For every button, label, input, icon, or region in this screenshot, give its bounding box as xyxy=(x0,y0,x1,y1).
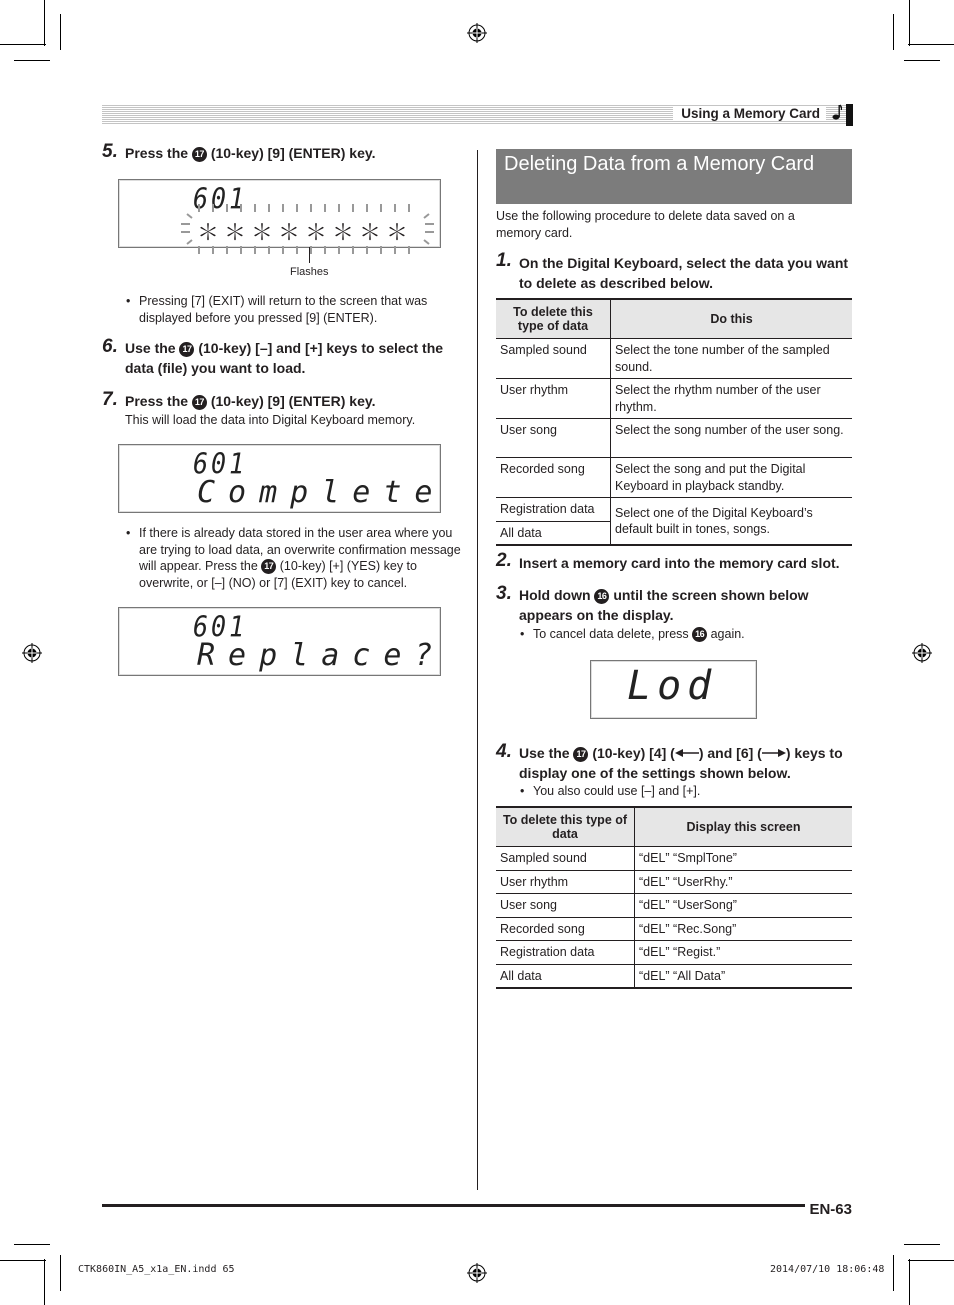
bullet-overwrite-note xyxy=(139,525,461,591)
left-arrow-icon xyxy=(675,748,699,758)
page-number: EN-63 xyxy=(805,1201,852,1218)
table-cell: Recorded song xyxy=(496,917,635,941)
table-cell: User song xyxy=(496,894,635,918)
table-cell: All data xyxy=(496,964,635,988)
bullet-text-part: If there is already data stored in the user area where you are trying to load data, an overwrite confirmation message will appear. Press the xyxy=(139,526,461,573)
table-header-row xyxy=(496,807,852,847)
footer-rule xyxy=(102,1204,852,1207)
step-text-part: Use the xyxy=(519,745,574,761)
lcd-number: 601 xyxy=(193,610,248,644)
crop-mark xyxy=(904,60,940,61)
step-text-part: Press the xyxy=(125,393,192,409)
crop-mark xyxy=(893,14,894,50)
table-cell: Sampled sound xyxy=(496,847,635,871)
button-17-icon: 17 xyxy=(573,747,588,762)
step-7-body: This will load the data into Digital Keyboard memory. xyxy=(125,413,416,427)
table-cell: User rhythm xyxy=(496,379,611,419)
crop-mark xyxy=(60,1255,61,1291)
table-row xyxy=(496,498,852,522)
delete-select-table xyxy=(496,298,852,546)
registration-mark-icon xyxy=(467,1263,487,1283)
table-cell: “dEL” “SmplTone” xyxy=(635,847,853,871)
lcd-message: Lod xyxy=(627,663,718,709)
step-number: 6. xyxy=(102,336,118,357)
step-text-part: (10-key) [–] and [+] keys to select the data (file) you want to load. xyxy=(125,340,444,376)
header-end-bar xyxy=(846,104,853,126)
table-row xyxy=(496,419,852,458)
section-intro: Use the following procedure to delete data saved on a memory card. xyxy=(496,209,795,240)
lcd-display-complete xyxy=(118,444,446,513)
step-3-text xyxy=(519,586,849,625)
bullet-text-part: again. xyxy=(707,627,745,641)
music-note-icon xyxy=(832,104,842,120)
bullet-text-part: (10-key) [+] (YES) key to overwrite, or [–] (NO) or [7] (EXIT) key to cancel. xyxy=(139,559,417,590)
lcd-display-replace xyxy=(118,607,446,676)
section-title: Deleting Data from a Memory Card xyxy=(504,153,815,175)
step-number: 7. xyxy=(102,389,118,410)
table-header: To delete this type of data xyxy=(496,299,611,339)
step-text-part: (10-key) [9] (ENTER) key. xyxy=(206,393,376,409)
crop-mark xyxy=(44,0,45,46)
step-text-part: until the screen shown below appears on the display. xyxy=(519,587,809,623)
crop-mark xyxy=(908,1260,954,1261)
table-cell: Select one of the Digital Keyboard’s default built in tones, songs. xyxy=(611,498,853,546)
registration-mark-icon xyxy=(467,23,487,43)
step-text-part: Hold down xyxy=(519,587,595,603)
step-4-text xyxy=(519,744,849,783)
button-17-icon: 17 xyxy=(261,559,276,574)
table-row xyxy=(496,917,852,941)
crop-mark xyxy=(14,60,50,61)
table-cell: Sampled sound xyxy=(496,339,611,379)
step-text-part: ) and [6] ( xyxy=(698,745,762,761)
registration-mark-icon xyxy=(912,643,932,663)
table-row xyxy=(496,964,852,988)
table-header: Display this screen xyxy=(635,807,853,847)
step-text-part: ) keys to display one of the settings shown below. xyxy=(519,745,843,781)
lcd-number: 601 xyxy=(193,447,248,481)
lcd-display-lod xyxy=(590,660,757,719)
step-2-text: Insert a memory card into the memory card slot. xyxy=(519,555,840,571)
bullet-also-use: • You also could use [–] and [+]. xyxy=(533,783,853,800)
step-number: 4. xyxy=(496,741,512,762)
table-row xyxy=(496,870,852,894)
table-cell: Select the rhythm number of the user rhythm. xyxy=(611,379,853,419)
bullet-exit-note: • Pressing [7] (EXIT) will return to the screen that was displayed before you pressed [9] (ENTER). xyxy=(139,293,457,326)
flashes-pointer xyxy=(309,247,310,263)
table-cell: Select the tone number of the sampled sound. xyxy=(611,339,853,379)
registration-mark-icon xyxy=(22,643,42,663)
crop-mark xyxy=(60,14,61,50)
bullet-cancel-delete xyxy=(533,626,853,643)
table-row xyxy=(496,379,852,419)
table-row xyxy=(496,847,852,871)
table-cell: All data xyxy=(496,521,611,545)
section-banner xyxy=(496,149,852,204)
lcd-display-flashing xyxy=(118,179,441,248)
button-16-icon: 16 xyxy=(692,627,707,642)
step-number: 1. xyxy=(496,250,512,271)
button-16-icon: 16 xyxy=(594,589,609,604)
table-cell: “dEL” “All Data” xyxy=(635,964,853,988)
crop-mark xyxy=(44,1259,45,1305)
right-arrow-icon xyxy=(762,748,786,758)
lcd-message: Replace? xyxy=(197,638,446,673)
step-text-part: (10-key) [9] (ENTER) key. xyxy=(206,145,376,161)
table-row xyxy=(496,339,852,379)
step-text-part: Press the xyxy=(125,145,192,161)
step-number: 3. xyxy=(496,583,512,604)
step-text-part: (10-key) [4] ( xyxy=(588,745,675,761)
crop-mark xyxy=(909,1259,910,1305)
step-7-text xyxy=(125,392,465,412)
crop-mark xyxy=(909,0,910,46)
lcd-number: 601 xyxy=(193,182,248,216)
table-cell: Select the song number of the user song. xyxy=(611,419,853,458)
step-6-text xyxy=(125,339,465,378)
step-number: 5. xyxy=(102,141,118,162)
step-5-text xyxy=(125,144,465,164)
file-slug: CTK860IN_A5_x1a_EN.indd 65 xyxy=(78,1264,235,1275)
table-row xyxy=(496,941,852,965)
lcd-asterisks: ＊ ＊ ＊ ＊ ＊ ＊ ＊ ＊ xyxy=(197,221,407,246)
step-text-part: Use the xyxy=(125,340,180,356)
delete-display-table xyxy=(496,806,852,989)
table-row xyxy=(496,894,852,918)
crop-mark xyxy=(0,1260,46,1261)
button-17-icon: 17 xyxy=(179,342,194,357)
table-cell: “dEL” “UserRhy.” xyxy=(635,870,853,894)
lcd-message: Complete xyxy=(197,475,446,510)
running-header-title: Using a Memory Card xyxy=(673,106,826,121)
crop-mark xyxy=(0,44,46,45)
flashes-caption: Flashes xyxy=(290,266,329,278)
step-1-text: On the Digital Keyboard, select the data you want to delete as described below. xyxy=(519,255,849,291)
button-17-icon: 17 xyxy=(192,147,207,162)
print-timestamp: 2014/07/10 18:06:48 xyxy=(770,1264,885,1275)
bullet-text-part: To cancel data delete, press xyxy=(533,627,693,641)
table-row xyxy=(496,458,852,498)
table-header: To delete this type of data xyxy=(496,807,635,847)
table-cell: “dEL” “UserSong” xyxy=(635,894,853,918)
table-cell: User song xyxy=(496,419,611,458)
table-cell: Registration data xyxy=(496,498,611,522)
crop-mark xyxy=(904,1244,940,1245)
table-cell: “dEL” “Rec.Song” xyxy=(635,917,853,941)
crop-mark xyxy=(908,44,954,45)
column-divider xyxy=(477,150,478,1190)
step-number: 2. xyxy=(496,550,512,571)
crop-mark xyxy=(893,1255,894,1291)
table-header-row xyxy=(496,299,852,339)
table-cell: “dEL” “Regist.” xyxy=(635,941,853,965)
crop-mark xyxy=(14,1244,50,1245)
button-17-icon: 17 xyxy=(192,395,207,410)
table-header: Do this xyxy=(611,299,853,339)
table-cell: Recorded song xyxy=(496,458,611,498)
table-cell: Registration data xyxy=(496,941,635,965)
table-cell: Select the song and put the Digital Keyboard in playback standby. xyxy=(611,458,853,498)
table-cell: User rhythm xyxy=(496,870,635,894)
